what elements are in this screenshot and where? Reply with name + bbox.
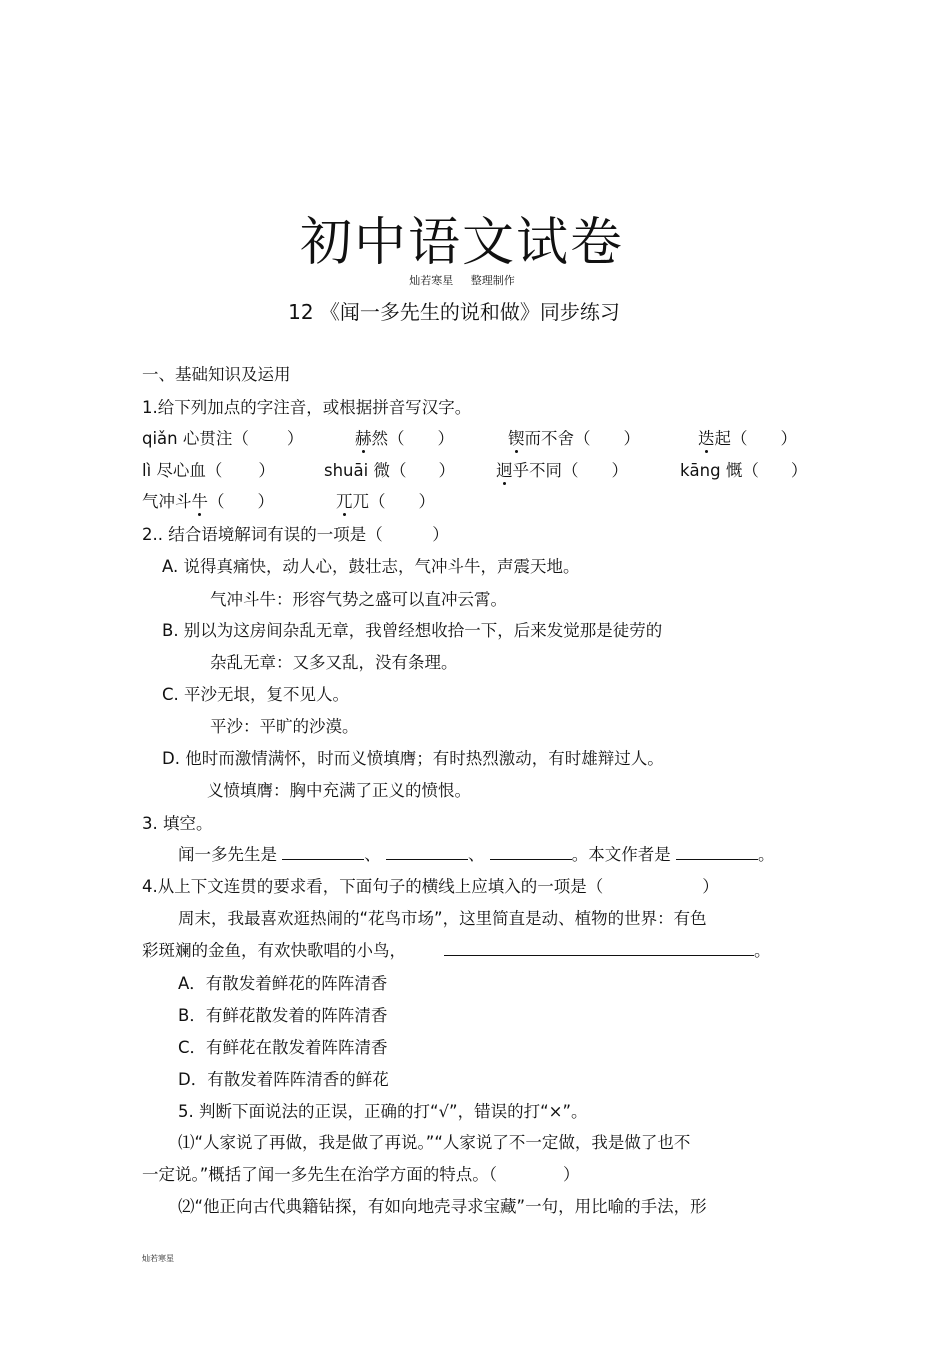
q5-item-line: ⑴“人家说了再做，我是做了再说。”“人家说了不一定做，我是做了也不 [178, 1133, 691, 1152]
q1-item: 迭起（ ） [698, 429, 797, 448]
q4-passage-line: 周末，我最喜欢逛热闹的“花鸟市场”，这里简直是动、植物的世界：有色 [178, 909, 707, 928]
q5-item-line: 一定说。”概括了闻一多先生在治学方面的特点。（ ） [142, 1165, 580, 1184]
q1-item: shuāi 微（ ） [324, 461, 455, 480]
q2-option-gloss: 义愤填膺：胸中充满了正义的愤恨。 [207, 781, 471, 800]
q1-prompt: 1.给下列加点的字注音，或根据拼音写汉字。 [142, 398, 472, 417]
q2-option-sentence: C. 平沙无垠，复不见人。 [162, 685, 350, 704]
q3-fill-line: 闻一多先生是 、 、 。本文作者是 。 [178, 845, 775, 864]
q5-item-line: ⑵“他正向古代典籍钻探，有如向地壳寻求宝藏”一句，用比喻的手法，形 [178, 1197, 707, 1216]
q2-option-gloss: 杂乱无章：又多又乱，没有条理。 [210, 653, 458, 672]
q1-item: qiǎn 心贯注（ ） [142, 429, 304, 448]
doc-subtitle: 灿若寒星 整理制作 [409, 274, 515, 287]
q2-option-sentence: B. 别以为这房间杂乱无章，我曾经想收拾一下，后来发觉那是徒劳的 [162, 621, 663, 640]
q4-option: A．有散发着鲜花的阵阵清香 [178, 974, 388, 993]
q4-passage-line: 彩斑斓的金鱼，有欢快歌唱的小鸟， 。 [142, 941, 771, 960]
q4-option: B．有鲜花散发着的阵阵清香 [178, 1006, 388, 1025]
q3-prompt: 3. 填空。 [142, 814, 213, 833]
answer-blank[interactable] [676, 845, 758, 860]
q1-item: 气冲斗牛（ ） [142, 492, 274, 511]
lesson-title: 12 《闻一多先生的说和做》同步练习 [288, 300, 620, 324]
answer-blank[interactable] [444, 941, 754, 956]
page-footer: 灿若寒星 [142, 1254, 174, 1263]
section-heading: 一、基础知识及运用 [142, 365, 291, 384]
q1-item: 迥乎不同（ ） [496, 461, 628, 480]
q5-prompt: 5. 判断下面说法的正误，正确的打“√”，错误的打“×”。 [178, 1102, 588, 1121]
q2-option-sentence: D. 他时而激情满怀，时而义愤填膺；有时热烈激动，有时雄辩过人。 [162, 749, 664, 768]
q4-prompt: 4.从上下文连贯的要求看，下面句子的横线上应填入的一项是（ ） [142, 877, 719, 896]
q1-item: 兀兀（ ） [336, 492, 435, 511]
q1-item: 锲而不舍（ ） [508, 429, 640, 448]
answer-blank[interactable] [282, 845, 364, 860]
q4-option: D．有散发着阵阵清香的鲜花 [178, 1070, 389, 1089]
q2-option-sentence: A. 说得真痛快，动人心，鼓壮志，气冲斗牛，声震天地。 [162, 557, 580, 576]
q1-item: 赫然（ ） [355, 429, 454, 448]
answer-blank[interactable] [386, 845, 468, 860]
q2-option-gloss: 气冲斗牛：形容气势之盛可以直冲云霄。 [210, 590, 507, 609]
q1-item: lì 尽心血（ ） [142, 461, 275, 480]
q2-prompt: 2.. 结合语境解词有误的一项是（ ） [142, 525, 449, 544]
q2-option-gloss: 平沙：平旷的沙漠。 [210, 717, 359, 736]
answer-blank[interactable] [490, 845, 572, 860]
doc-title: 初中语文试卷 [299, 213, 624, 273]
q1-item: kāng 慨（ ） [680, 461, 808, 480]
q4-option: C．有鲜花在散发着阵阵清香 [178, 1038, 388, 1057]
